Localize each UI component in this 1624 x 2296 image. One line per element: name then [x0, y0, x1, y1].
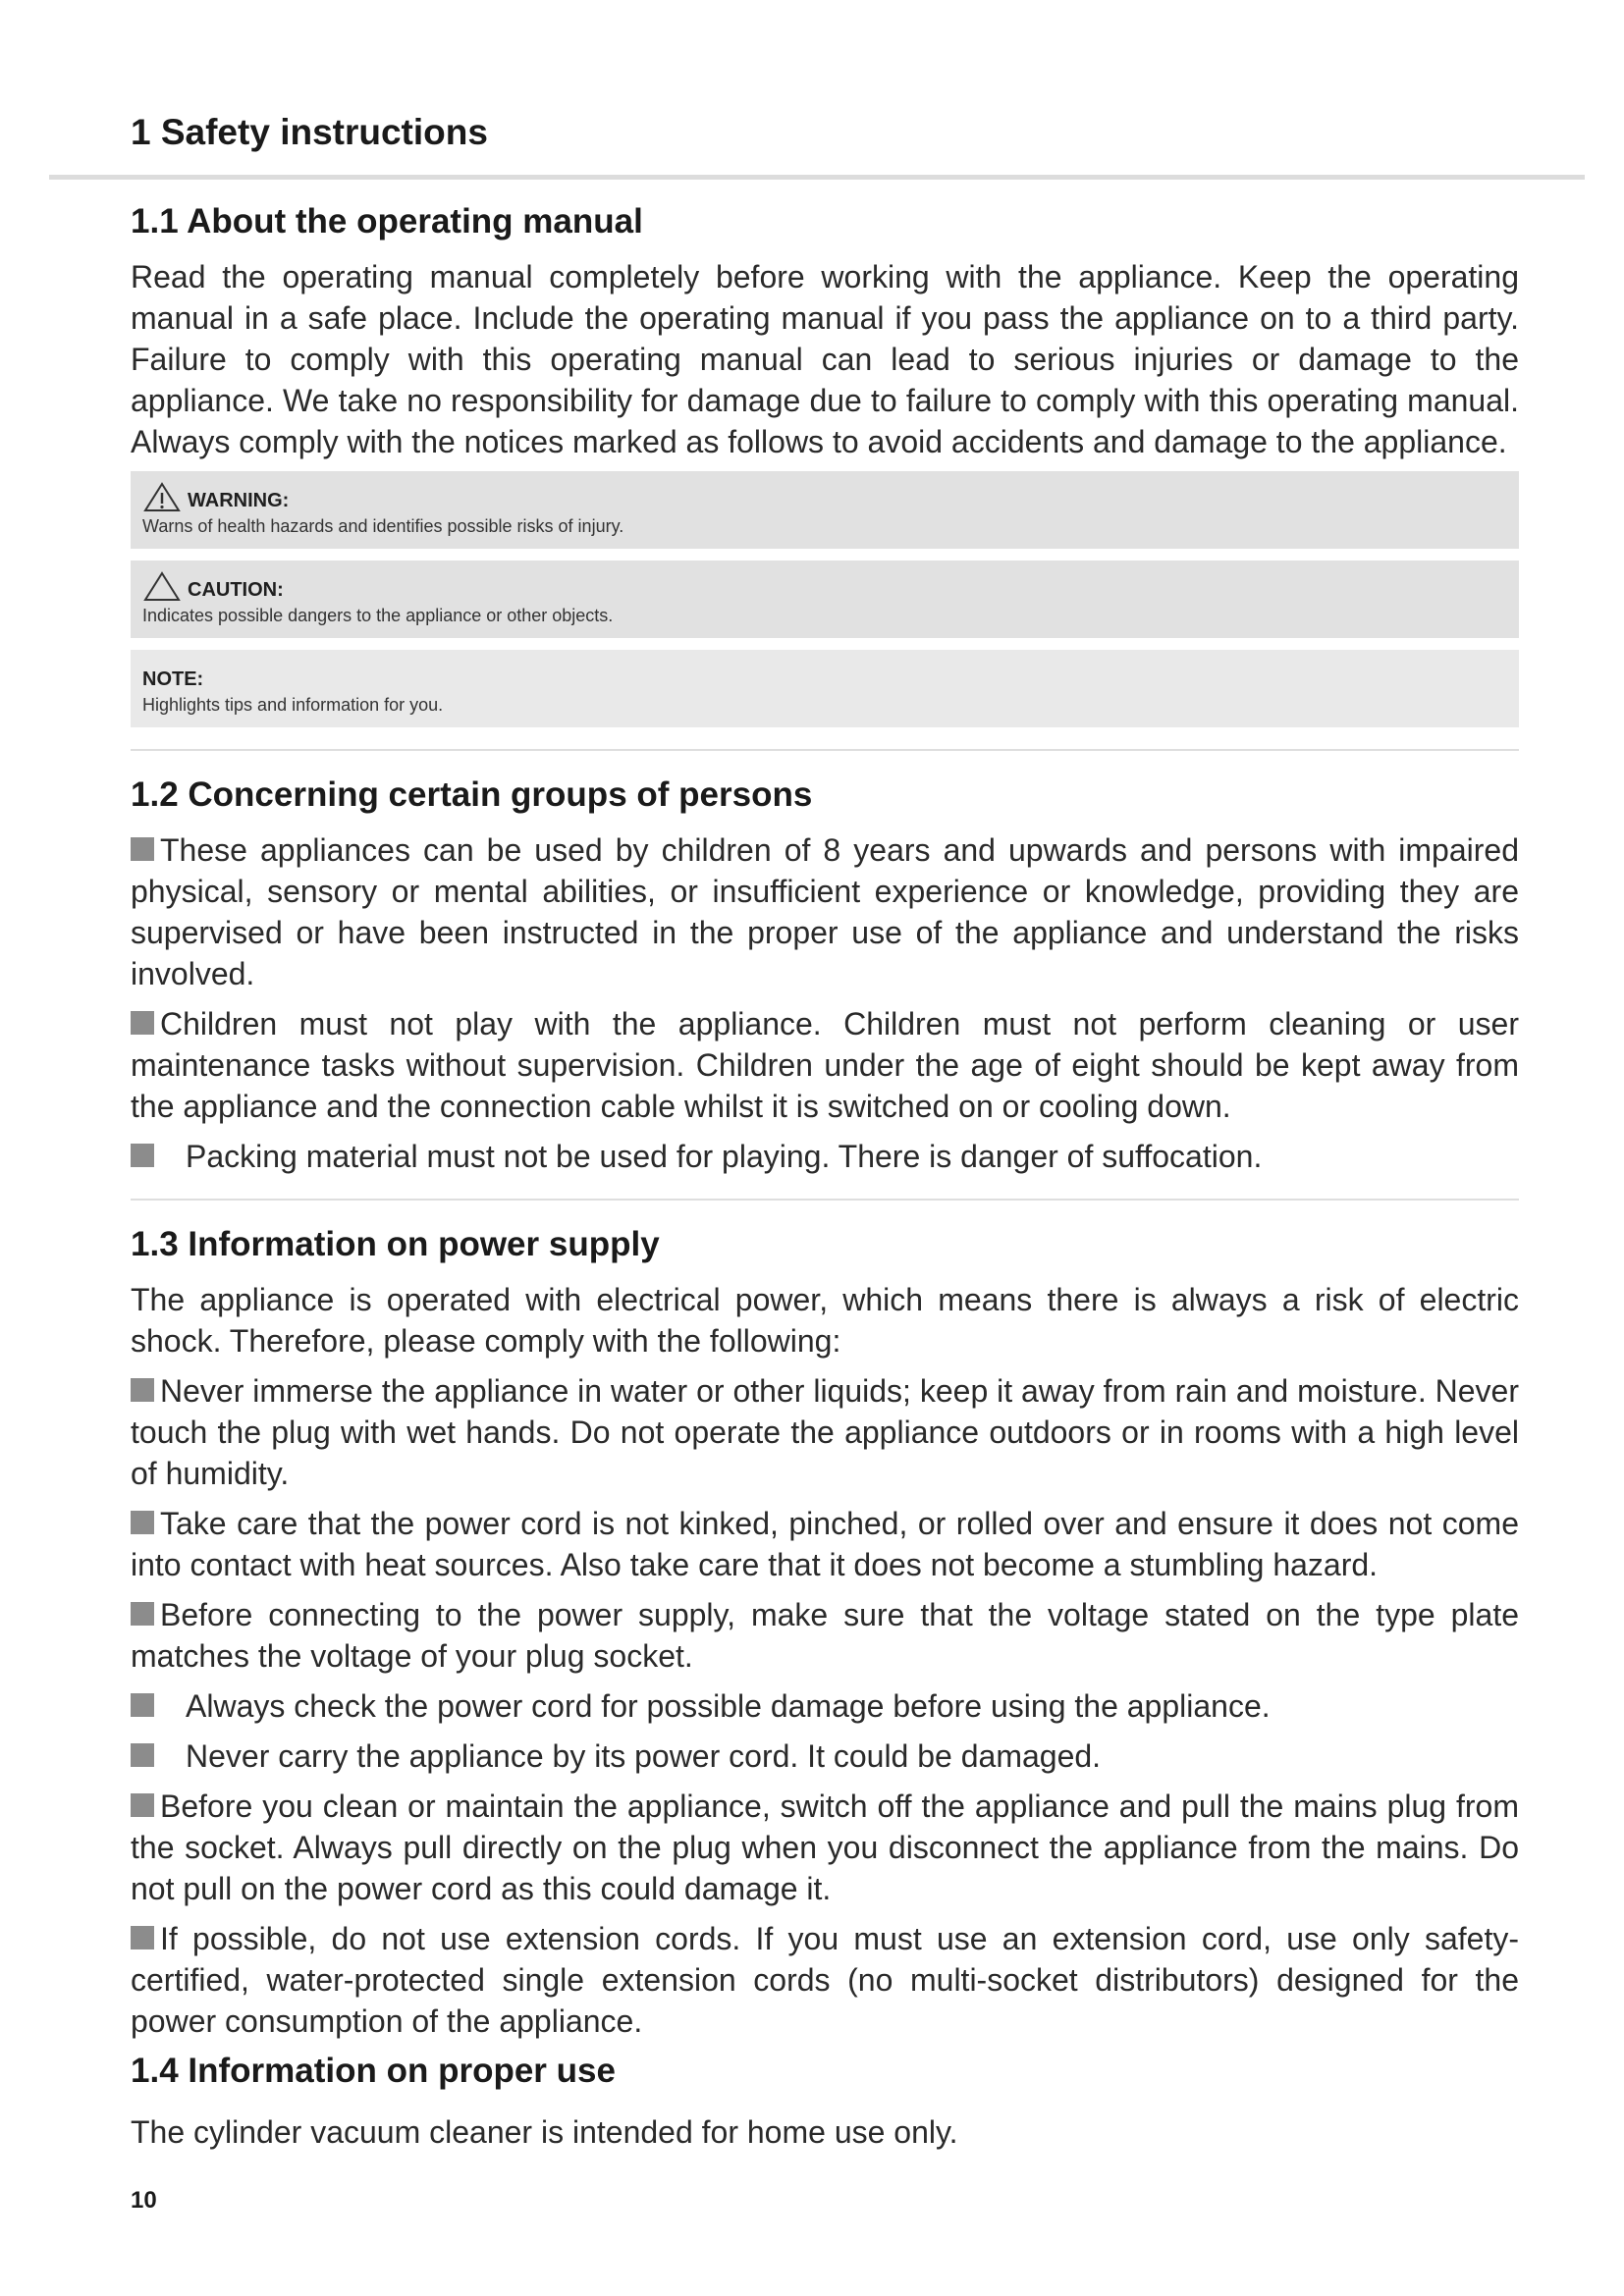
caution-icon [142, 570, 182, 602]
list-item: Before connecting to the power supply, make sure that the voltage stated on the type plate matches the voltage of your plug socket. [131, 1597, 1519, 1674]
section-body: Read the operating manual completely before working with the appliance. Keep the operating manual in a safe place. Include the operating manual if you pass the appliance on to a third party. Failure to comply with this operating manual can lead to serious injuries or damage to the appliance. We take no responsibility for damage due to failure to comply with this operating manual. Always comply with the notices marked as follows to avoid accidents and damage to the appliance. [131, 259, 1519, 459]
square-bullet-icon [131, 1144, 154, 1167]
title-divider [49, 175, 1585, 180]
section-title: 1.3 Information on power supply [131, 1225, 660, 1263]
section-power-supply [131, 1224, 1519, 2042]
page-content [131, 201, 1519, 2162]
warning-notice [131, 471, 1519, 549]
square-bullet-icon [131, 1793, 154, 1817]
square-bullet-icon [131, 1743, 154, 1767]
warning-text: Warns of health hazards and identifies possible risks of injury. [142, 516, 624, 536]
section-title: 1.1 About the operating manual [131, 202, 643, 240]
list-item: Never carry the appliance by its power cord. It could be damaged. [131, 1735, 1519, 1777]
section-title: 1.4 Information on proper use [131, 2052, 616, 2090]
list-item: Always check the power cord for possible damage before using the appliance. [131, 1685, 1519, 1727]
caution-notice [131, 561, 1519, 638]
section-divider [131, 1199, 1519, 1201]
section-proper-use [131, 2051, 1519, 2153]
square-bullet-icon [131, 837, 154, 861]
section-about-manual [131, 201, 1519, 727]
square-bullet-icon [131, 1378, 154, 1402]
list-item: If possible, do not use extension cords. If you must use an extension cord, use only safety-certified, water-protected single extension cords (no multi-socket distributors) designed for the power consumption of the appliance. [131, 1921, 1519, 2039]
section-divider [131, 749, 1519, 751]
section-groups-of-persons [131, 774, 1519, 1177]
list-item: These appliances can be used by children of 8 years and upwards and persons with impaired physical, sensory or mental abilities, or insufficient experience or knowledge, providing they are supervised or have been instructed in the proper use of the appliance and understand the risks involved. [131, 832, 1519, 991]
list-item: Never immerse the appliance in water or other liquids; keep it away from rain and moisture. Never touch the plug with wet hands. Do not operate the appliance outdoors or in rooms with a high level of humidity. [131, 1373, 1519, 1491]
section-body: The cylinder vacuum cleaner is intended for home use only. [131, 2114, 958, 2150]
list-item: Children must not play with the appliance. Children must not perform cleaning or user maintenance tasks without supervision. Children under the age of eight should be kept away from the appliance and the connection cable whilst it is switched on or cooling down. [131, 1006, 1519, 1124]
caution-text: Indicates possible dangers to the appliance or other objects. [142, 606, 614, 625]
list-item: Take care that the power cord is not kinked, pinched, or rolled over and ensure it does not come into contact with heat sources. Also take care that it does not become a stumbling hazard. [131, 1506, 1519, 1582]
section-title: 1.2 Concerning certain groups of persons [131, 775, 813, 814]
warning-icon [142, 481, 182, 512]
warning-label: WARNING: [188, 490, 290, 511]
note-label: NOTE: [142, 668, 204, 690]
list-item: Packing material must not be used for playing. There is danger of suffocation. [131, 1136, 1519, 1177]
square-bullet-icon [131, 1011, 154, 1035]
square-bullet-icon [131, 1926, 154, 1949]
section-intro: The appliance is operated with electrical power, which means there is always a risk of electric shock. Therefore, please comply with the following: [131, 1282, 1519, 1359]
square-bullet-icon [131, 1693, 154, 1717]
page-number: 10 [131, 2187, 157, 2214]
note-notice [131, 650, 1519, 727]
note-text: Highlights tips and information for you. [142, 695, 444, 715]
square-bullet-icon [131, 1511, 154, 1534]
page-title: 1 Safety instructions [131, 112, 488, 152]
list-item: Before you clean or maintain the appliance, switch off the appliance and pull the mains plug from the socket. Always pull directly on the plug when you disconnect the appliance from the mains. Do not pull on the power cord as this could damage it. [131, 1789, 1519, 1906]
caution-label: CAUTION: [188, 579, 284, 601]
square-bullet-icon [131, 1602, 154, 1626]
